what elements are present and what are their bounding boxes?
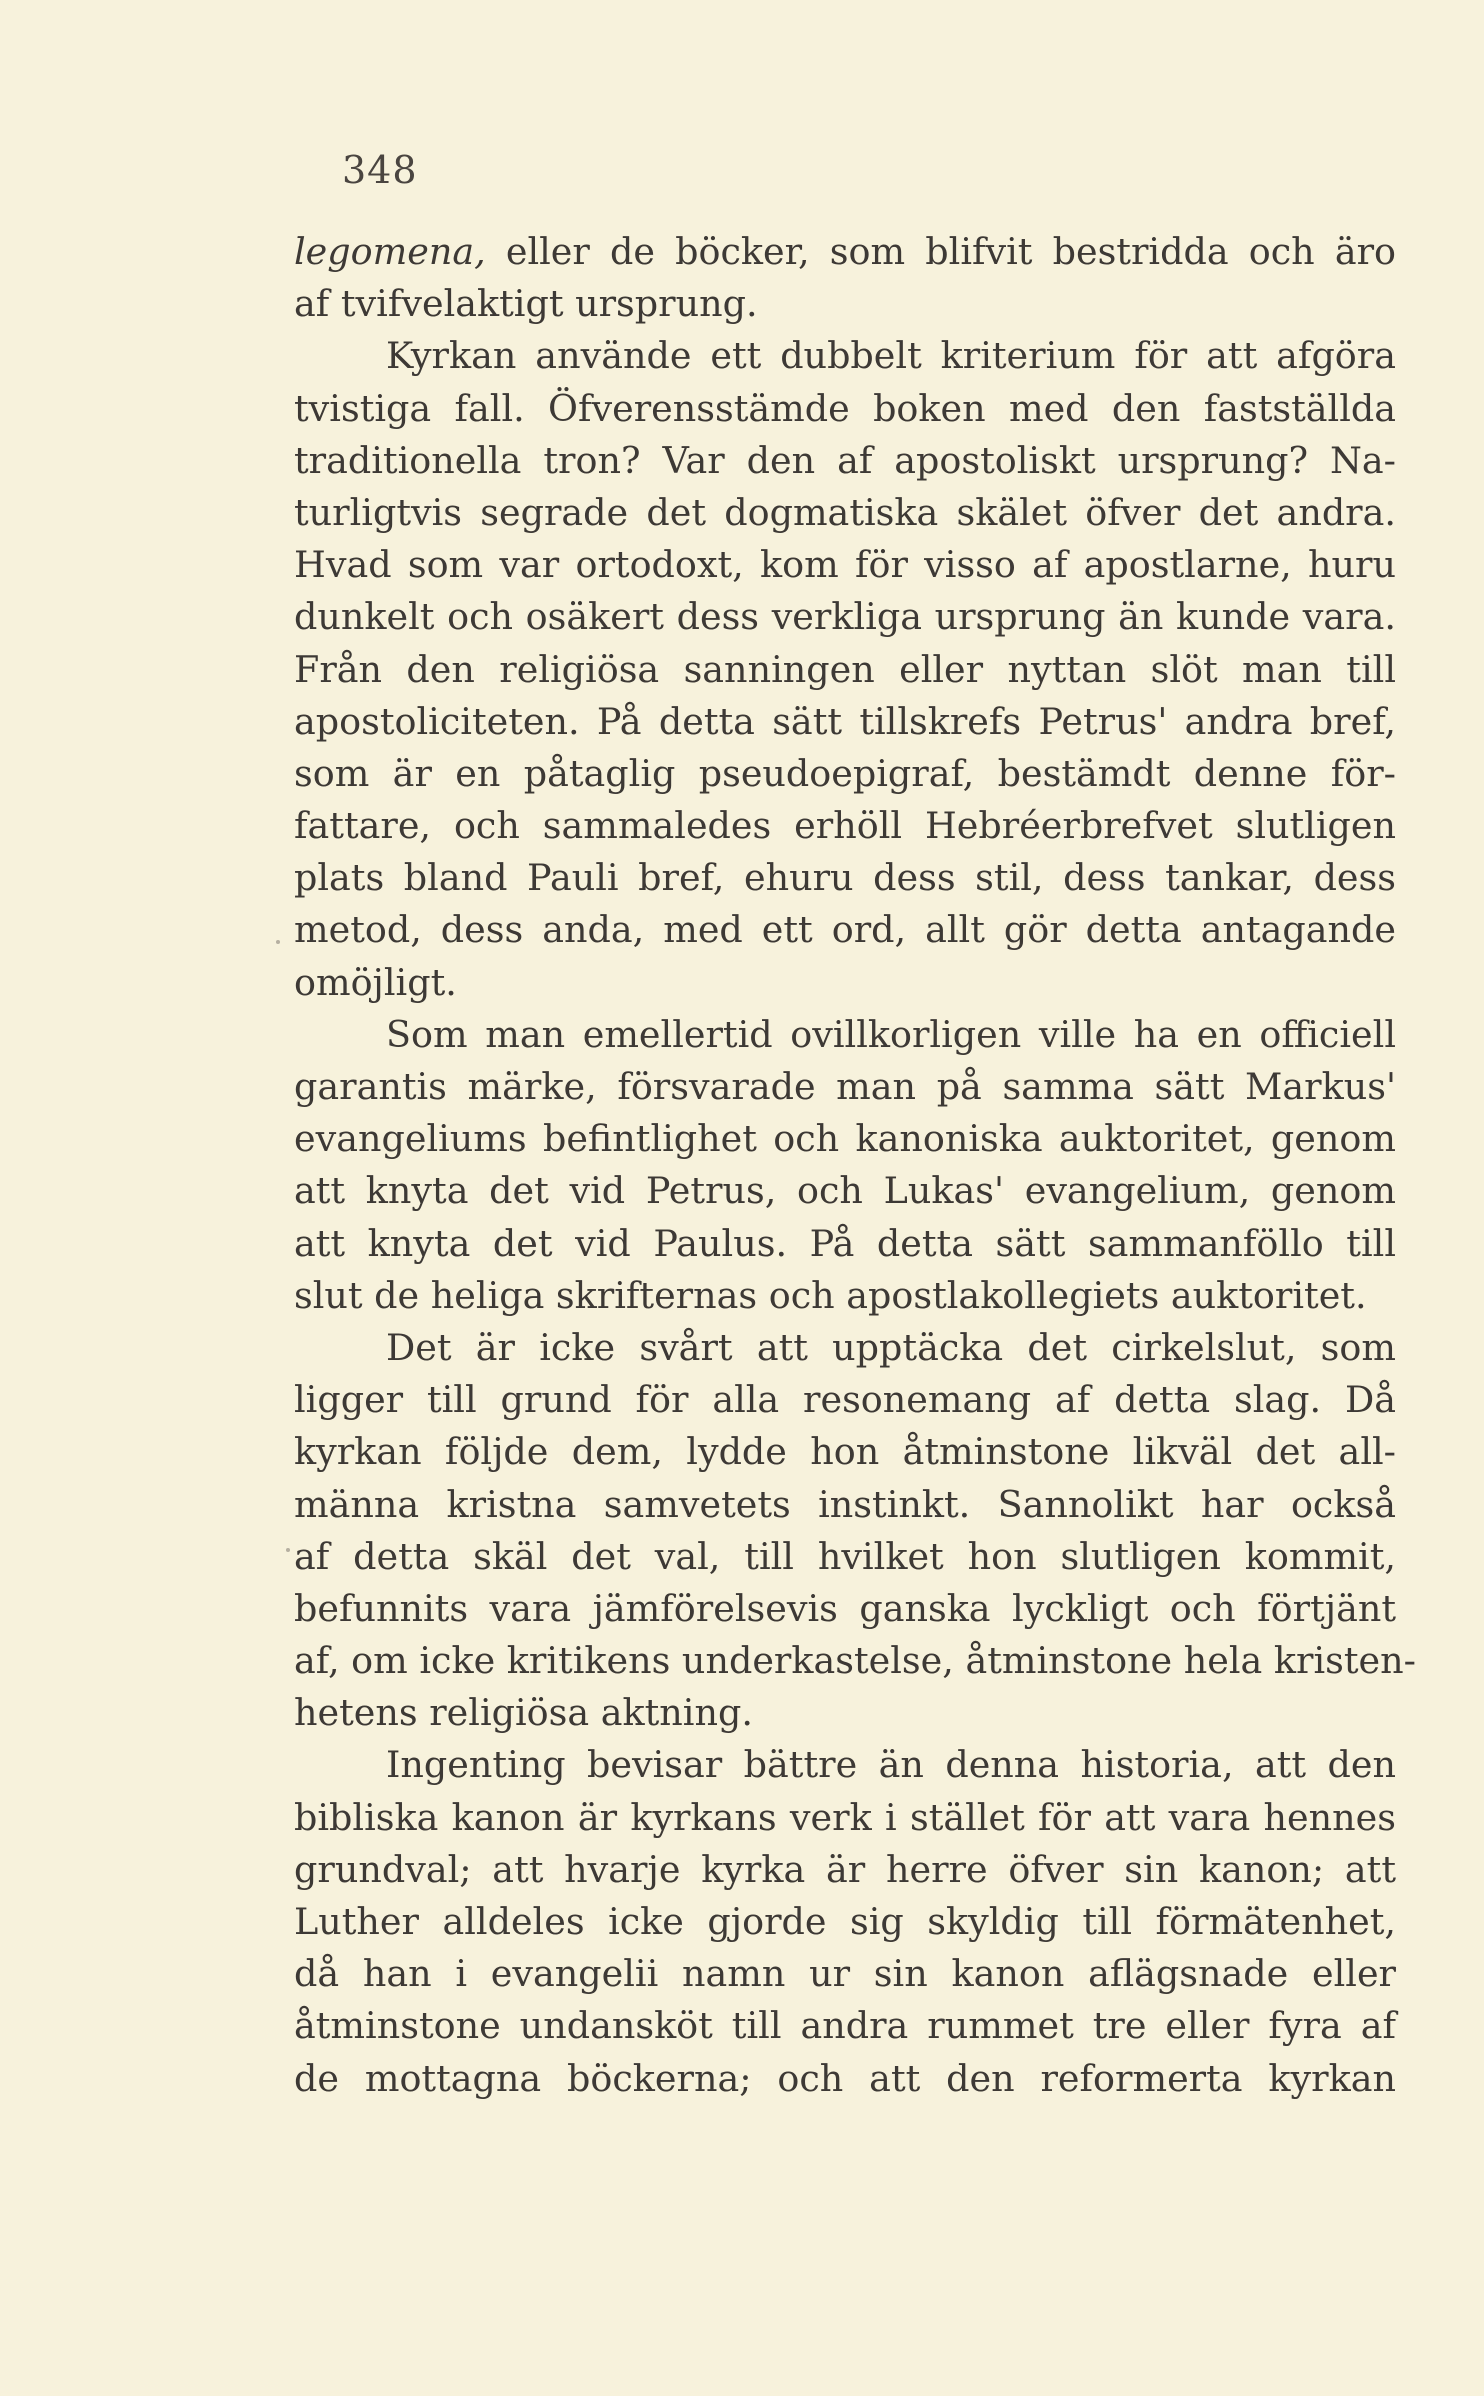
text-line bbox=[294, 1896, 1396, 1948]
text-line bbox=[294, 2053, 1396, 2105]
line-text: bibliska kanon är kyrkans verk i stället för att vara hennes bbox=[294, 1795, 1396, 1839]
text-line bbox=[294, 1739, 1396, 1791]
text-line bbox=[294, 591, 1396, 643]
text-line bbox=[294, 1165, 1396, 1217]
italic-word: legomena, bbox=[294, 230, 486, 273]
line-text: då han i evangelii namn ur sin kanon aflägsnade eller bbox=[294, 1952, 1396, 1996]
line-text: de mottagna böckerna; och att den reformerta kyrkan bbox=[294, 2056, 1396, 2100]
text-line bbox=[294, 1426, 1396, 1478]
line-text: att knyta det vid Paulus. På detta sätt sammanföllo till bbox=[294, 1221, 1396, 1265]
line-text: grundval; att hvarje kyrka är herre öfver sin kanon; att bbox=[294, 1847, 1396, 1891]
text-line bbox=[294, 1948, 1396, 2000]
line-text: Det är icke svårt att upptäcka det cirkelslut, som bbox=[386, 1325, 1396, 1369]
text-line bbox=[294, 957, 1396, 1009]
line-text: Från den religiösa sanningen eller nyttan slöt man till bbox=[294, 647, 1396, 691]
line-text: Luther alldeles icke gjorde sig skyldig till förmätenhet, bbox=[294, 1900, 1396, 1943]
text-line bbox=[294, 1792, 1396, 1844]
line-text: ligger till grund för alla resonemang af detta slag. Då bbox=[294, 1378, 1396, 1422]
line-text: som är en påtaglig pseudoepigraf, bestämdt denne för- bbox=[294, 751, 1396, 795]
line-text: af detta skäl det val, till hvilket hon slutligen kommit, bbox=[294, 1534, 1396, 1578]
line-text: traditionella tron? Var den af apostoliskt ursprung? Na- bbox=[294, 438, 1396, 482]
text-line bbox=[294, 487, 1396, 539]
text-line bbox=[294, 1583, 1396, 1635]
text-line bbox=[294, 278, 1396, 330]
text-line bbox=[294, 2000, 1396, 2052]
text-line bbox=[294, 1479, 1396, 1531]
line-text: kyrkan följde dem, lydde hon åtminstone likväl det all- bbox=[294, 1430, 1396, 1474]
text-line bbox=[294, 696, 1396, 748]
line-text: evangeliums befintlighet och kanoniska auktoritet, genom bbox=[294, 1117, 1396, 1161]
line-text: af, om icke kritikens underkastelse, åtminstone hela kristen- bbox=[294, 1639, 1416, 1683]
text-line bbox=[294, 1374, 1396, 1426]
text-line bbox=[294, 539, 1396, 591]
line-text: plats bland Pauli bref, ehuru dess stil, dess tankar, dess bbox=[294, 856, 1396, 900]
line-text: tvistiga fall. Öfverensstämde boken med den fastställda bbox=[294, 386, 1396, 430]
paper-speck bbox=[276, 940, 280, 944]
line-text: dunkelt och osäkert dess verkliga ursprung än kunde vara. bbox=[294, 595, 1396, 639]
text-line bbox=[294, 644, 1396, 696]
text-line bbox=[294, 1218, 1396, 1270]
page-number: 348 bbox=[342, 148, 418, 192]
line-text: turligtvis segrade det dogmatiska skälet öfver det andra. bbox=[294, 490, 1396, 534]
text-line bbox=[294, 748, 1396, 800]
text-line bbox=[294, 1061, 1396, 1113]
text-line bbox=[294, 1635, 1416, 1687]
line-text: Ingenting bevisar bättre än denna historia, att den bbox=[386, 1743, 1396, 1787]
line-text: slut de heliga skrifternas och apostlakollegiets auktoritet. bbox=[294, 1273, 1367, 1317]
line-text: eller de böcker, som blifvit bestridda och äro bbox=[485, 230, 1396, 273]
text-line bbox=[294, 1322, 1396, 1374]
text-line bbox=[294, 330, 1396, 382]
line-text: befunnits vara jämförelsevis ganska lyckligt och förtjänt bbox=[294, 1586, 1396, 1630]
line-text: apostoliciteten. På detta sätt tillskrefs Petrus' andra bref, bbox=[294, 699, 1396, 743]
paper-speck bbox=[286, 1548, 290, 1552]
line-text: omöjligt. bbox=[294, 960, 457, 1004]
line-text: fattare, och sammaledes erhöll Hebréerbrefvet slutligen bbox=[294, 804, 1396, 848]
text-line bbox=[294, 800, 1396, 852]
text-line bbox=[294, 1270, 1396, 1322]
text-line bbox=[294, 1844, 1396, 1896]
line-text: åtminstone undansköt till andra rummet tre eller fyra af bbox=[294, 2004, 1396, 2048]
text-line bbox=[294, 383, 1396, 435]
body-text bbox=[294, 226, 1416, 2105]
line-text: männa kristna samvetets instinkt. Sannolikt har också bbox=[294, 1482, 1396, 1526]
text-line bbox=[294, 852, 1396, 904]
text-line bbox=[294, 1687, 1396, 1739]
line-text: hetens religiösa aktning. bbox=[294, 1691, 753, 1735]
line-text: att knyta det vid Petrus, och Lukas' evangelium, genom bbox=[294, 1169, 1396, 1213]
text-line bbox=[294, 1113, 1396, 1165]
text-line bbox=[294, 435, 1396, 487]
text-line bbox=[294, 226, 1396, 278]
text-line bbox=[294, 904, 1396, 956]
text-line bbox=[294, 1009, 1396, 1061]
line-text: garantis märke, försvarade man på samma sätt Markus' bbox=[294, 1065, 1396, 1108]
text-line bbox=[294, 1531, 1396, 1583]
line-text: metod, dess anda, med ett ord, allt gör detta antagande bbox=[294, 908, 1396, 952]
line-text: Kyrkan använde ett dubbelt kriterium för att afgöra bbox=[386, 334, 1396, 378]
line-text: Hvad som var ortodoxt, kom för visso af apostlarne, huru bbox=[294, 543, 1396, 587]
line-text: af tvifvelaktigt ursprung. bbox=[294, 282, 758, 326]
line-text: Som man emellertid ovillkorligen ville ha en officiell bbox=[386, 1012, 1396, 1056]
